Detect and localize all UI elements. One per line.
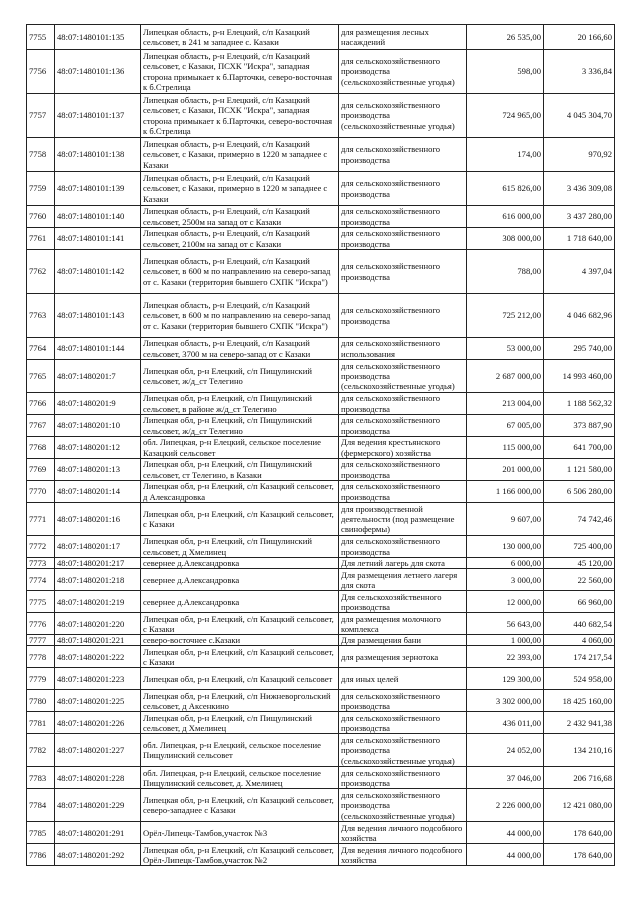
- cadastral-cost: 1 121 580,00: [544, 459, 615, 481]
- permitted-use: для производственной деятельности (под размещение свинофермы): [339, 503, 467, 536]
- area-value: 129 300,00: [467, 668, 544, 690]
- cadastral-number: 48:07:1480201:218: [55, 569, 141, 591]
- area-value: 598,00: [467, 50, 544, 94]
- permitted-use: для сельскохозяйственного производства: [339, 481, 467, 503]
- row-number: 7763: [27, 294, 55, 338]
- cadastral-number: 48:07:1480201:226: [55, 712, 141, 734]
- table-row: [27, 734, 615, 767]
- cadastral-cost: 20 166,60: [544, 25, 615, 50]
- address: обл. Липецкая, р-н Елецкий, сельское поселение Пищулинский сельсовет, д. Хмелинец: [141, 767, 339, 789]
- table-row: [27, 646, 615, 668]
- land-registry-page: [26, 24, 614, 866]
- cadastral-cost: 74 742,46: [544, 503, 615, 536]
- address: Липецкая обл, р-н Елецкий, с/п Пищулинский сельсовет, ж/д_ст Телегино: [141, 360, 339, 393]
- row-number: 7767: [27, 415, 55, 437]
- address: Липецкая область, р-н Елецкий, с/п Казацкий сельсовет, с Казаки, ПСХК "Искра", западная сторона примыкает к б.Парточки, северо-восточная к б.Стрелица: [141, 50, 339, 94]
- cadastral-number: 48:07:1480201:292: [55, 844, 141, 866]
- cadastral-cost: 66 960,00: [544, 591, 615, 613]
- permitted-use: для сельскохозяйственного производства (сельскохозяйственные угодья): [339, 94, 467, 138]
- table-row: [27, 338, 615, 360]
- area-value: 26 535,00: [467, 25, 544, 50]
- cadastral-cost: 22 560,00: [544, 569, 615, 591]
- area-value: 115 000,00: [467, 437, 544, 459]
- cadastral-number: 48:07:1480201:220: [55, 613, 141, 635]
- cadastral-number: 48:07:1480201:10: [55, 415, 141, 437]
- table-row: [27, 536, 615, 558]
- area-value: 44 000,00: [467, 844, 544, 866]
- area-value: 616 000,00: [467, 206, 544, 228]
- address: северо-восточнее с.Казаки: [141, 635, 339, 646]
- cadastral-cost: 178 640,00: [544, 822, 615, 844]
- area-value: 24 052,00: [467, 734, 544, 767]
- row-number: 7757: [27, 94, 55, 138]
- permitted-use: Для ведения крестьянского (фермерского) хозяйства: [339, 437, 467, 459]
- row-number: 7759: [27, 172, 55, 206]
- area-value: 9 607,00: [467, 503, 544, 536]
- cadastral-cost: 4 397,04: [544, 250, 615, 294]
- row-number: 7769: [27, 459, 55, 481]
- table-row: [27, 393, 615, 415]
- cadastral-cost: 641 700,00: [544, 437, 615, 459]
- cadastral-number: 48:07:1480201:229: [55, 789, 141, 822]
- permitted-use: для размещения лесных насаждений: [339, 25, 467, 50]
- table-row: [27, 250, 615, 294]
- table-row: [27, 25, 615, 50]
- permitted-use: для сельскохозяйственного производства: [339, 393, 467, 415]
- row-number: 7782: [27, 734, 55, 767]
- area-value: 308 000,00: [467, 228, 544, 250]
- area-value: 615 826,00: [467, 172, 544, 206]
- cadastral-cost: 4 060,00: [544, 635, 615, 646]
- permitted-use: для сельскохозяйственного использования: [339, 338, 467, 360]
- cadastral-number: 48:07:1480101:139: [55, 172, 141, 206]
- address: севернее д.Александровка: [141, 591, 339, 613]
- cadastral-number: 48:07:1480201:227: [55, 734, 141, 767]
- row-number: 7775: [27, 591, 55, 613]
- cadastral-cost: 206 716,68: [544, 767, 615, 789]
- cadastral-number: 48:07:1480201:222: [55, 646, 141, 668]
- table-row: [27, 822, 615, 844]
- area-value: 6 000,00: [467, 558, 544, 569]
- area-value: 130 000,00: [467, 536, 544, 558]
- cadastral-cost: 725 400,00: [544, 536, 615, 558]
- address: Липецкая обл, р-н Елецкий, с/п Казацкий сельсовет, с Казаки: [141, 646, 339, 668]
- area-value: 436 011,00: [467, 712, 544, 734]
- row-number: 7768: [27, 437, 55, 459]
- address: Липецкая область, р-н Елецкий, с/п Казацкий сельсовет, 3700 м на северо-запад от с Казаки: [141, 338, 339, 360]
- permitted-use: для сельскохозяйственного производства: [339, 459, 467, 481]
- cadastral-number: 48:07:1480201:9: [55, 393, 141, 415]
- table-row: [27, 789, 615, 822]
- address: Липецкая область, р-н Елецкий, с/п Казацкий сельсовет, в 600 м по направлению на северо-запад от с. Казаки (территория бывшего СХПК "Искра"): [141, 294, 339, 338]
- permitted-use: для сельскохозяйственного производства: [339, 767, 467, 789]
- area-value: 3 302 000,00: [467, 690, 544, 712]
- area-value: 788,00: [467, 250, 544, 294]
- table-row: [27, 172, 615, 206]
- cadastral-cost: 524 958,00: [544, 668, 615, 690]
- area-value: 56 643,00: [467, 613, 544, 635]
- address: Липецкая обл, р-н Елецкий, с/п Пищулинский сельсовет, ст Телегино, в Казаки: [141, 459, 339, 481]
- cadastral-number: 48:07:1480101:143: [55, 294, 141, 338]
- permitted-use: для сельскохозяйственного производства: [339, 690, 467, 712]
- area-value: 174,00: [467, 138, 544, 172]
- cadastral-number: 48:07:1480101:138: [55, 138, 141, 172]
- cadastral-number: 48:07:1480201:14: [55, 481, 141, 503]
- cadastral-number: 48:07:1480201:228: [55, 767, 141, 789]
- row-number: 7766: [27, 393, 55, 415]
- cadastral-cost: 178 640,00: [544, 844, 615, 866]
- address: севернее д.Александровка: [141, 569, 339, 591]
- permitted-use: для сельскохозяйственного производства: [339, 250, 467, 294]
- address: Липецкая обл, р-н Елецкий, с/п Пищулинский сельсовет, д Хмелинец: [141, 712, 339, 734]
- address: Липецкая обл, р-н Елецкий, с/п Казацкий сельсовет, северо-западнее с Казаки: [141, 789, 339, 822]
- address: Липецкая область, р-н Елецкий, с/п Казацкий сельсовет, 2500м на запад от с Казаки: [141, 206, 339, 228]
- area-value: 1 166 000,00: [467, 481, 544, 503]
- address: Липецкая обл, р-н Елецкий, с/п Казацкий сельсовет: [141, 668, 339, 690]
- row-number: 7756: [27, 50, 55, 94]
- cadastral-number: 48:07:1480201:217: [55, 558, 141, 569]
- table-row: [27, 569, 615, 591]
- table-row: [27, 459, 615, 481]
- permitted-use: для сельскохозяйственного производства: [339, 415, 467, 437]
- cadastral-cost: 440 682,54: [544, 613, 615, 635]
- address: Липецкая область, р-н Елецкий, с/п Казацкий сельсовет, в 241 м западнее с. Казаки: [141, 25, 339, 50]
- table-row: [27, 591, 615, 613]
- row-number: 7778: [27, 646, 55, 668]
- address: Липецкая обл, р-н Елецкий, с/п Казацкий сельсовет, с Казаки: [141, 503, 339, 536]
- table-row: [27, 50, 615, 94]
- row-number: 7784: [27, 789, 55, 822]
- cadastral-number: 48:07:1480201:13: [55, 459, 141, 481]
- table-row: [27, 690, 615, 712]
- area-value: 725 212,00: [467, 294, 544, 338]
- row-number: 7773: [27, 558, 55, 569]
- permitted-use: для сельскохозяйственного производства: [339, 294, 467, 338]
- cadastral-number: 48:07:1480201:7: [55, 360, 141, 393]
- cadastral-number: 48:07:1480201:16: [55, 503, 141, 536]
- table-row: [27, 206, 615, 228]
- address: Липецкая обл, р-н Елецкий, с/п Пищулинский сельсовет, д Хмелинец: [141, 536, 339, 558]
- table-row: [27, 558, 615, 569]
- row-number: 7781: [27, 712, 55, 734]
- table-row: [27, 844, 615, 866]
- table-row: [27, 415, 615, 437]
- permitted-use: для размещения зернотока: [339, 646, 467, 668]
- permitted-use: для сельскохозяйственного производства: [339, 228, 467, 250]
- table-row: [27, 437, 615, 459]
- row-number: 7780: [27, 690, 55, 712]
- permitted-use: Для ведения личного подсобного хозяйства: [339, 844, 467, 866]
- permitted-use: Для размещения бани: [339, 635, 467, 646]
- cadastral-cost: 3 336,84: [544, 50, 615, 94]
- cadastral-number: 48:07:1480101:141: [55, 228, 141, 250]
- permitted-use: для сельскохозяйственного производства: [339, 206, 467, 228]
- area-value: 12 000,00: [467, 591, 544, 613]
- area-value: 2 687 000,00: [467, 360, 544, 393]
- cadastral-cost: 14 993 460,00: [544, 360, 615, 393]
- cadastral-cost: 4 046 682,96: [544, 294, 615, 338]
- cadastral-cost: 6 506 280,00: [544, 481, 615, 503]
- address: севернее д.Александровка: [141, 558, 339, 569]
- row-number: 7761: [27, 228, 55, 250]
- row-number: 7785: [27, 822, 55, 844]
- row-number: 7777: [27, 635, 55, 646]
- area-value: 201 000,00: [467, 459, 544, 481]
- permitted-use: для сельскохозяйственного производства: [339, 138, 467, 172]
- cadastral-cost: 295 740,00: [544, 338, 615, 360]
- cadastral-cost: 4 045 304,70: [544, 94, 615, 138]
- permitted-use: для сельскохозяйственного производства (сельскохозяйственные угодья): [339, 734, 467, 767]
- table-row: [27, 228, 615, 250]
- area-value: 3 000,00: [467, 569, 544, 591]
- permitted-use: Для летний лагерь для скота: [339, 558, 467, 569]
- permitted-use: для размещения молочного комплекса: [339, 613, 467, 635]
- row-number: 7774: [27, 569, 55, 591]
- address: Липецкая обл, р-н Елецкий, с/п Казацкий сельсовет, д Александровка: [141, 481, 339, 503]
- row-number: 7786: [27, 844, 55, 866]
- area-value: 2 226 000,00: [467, 789, 544, 822]
- permitted-use: для сельскохозяйственного производства (сельскохозяйственные угодья): [339, 360, 467, 393]
- address: Липецкая область, р-н Елецкий, с/п Казацкий сельсовет, 2100м на запад от с Казаки: [141, 228, 339, 250]
- row-number: 7758: [27, 138, 55, 172]
- area-value: 22 393,00: [467, 646, 544, 668]
- cadastral-cost: 1 188 562,32: [544, 393, 615, 415]
- row-number: 7770: [27, 481, 55, 503]
- row-number: 7764: [27, 338, 55, 360]
- address: Липецкая обл, р-н Елецкий, с/п Пищулинский сельсовет, в районе ж/д_ст Телегино: [141, 393, 339, 415]
- address: Липецкая обл, р-н Елецкий, с/п Пищулинский сельсовет, ж/д_ст Телегино: [141, 415, 339, 437]
- cadastral-cost: 2 432 941,38: [544, 712, 615, 734]
- table-row: [27, 481, 615, 503]
- address: Орёл-Липецк-Тамбов,участок №3: [141, 822, 339, 844]
- table-body: [27, 25, 615, 866]
- row-number: 7755: [27, 25, 55, 50]
- permitted-use: Для сельскохозяйственного производства: [339, 591, 467, 613]
- permitted-use: для иных целей: [339, 668, 467, 690]
- cadastral-number: 48:07:1480101:140: [55, 206, 141, 228]
- cadastral-number: 48:07:1480101:135: [55, 25, 141, 50]
- table-row: [27, 138, 615, 172]
- cadastral-cost: 3 436 309,08: [544, 172, 615, 206]
- row-number: 7779: [27, 668, 55, 690]
- row-number: 7762: [27, 250, 55, 294]
- cadastral-cost: 12 421 080,00: [544, 789, 615, 822]
- permitted-use: Для размещения летнего лагеря для скота: [339, 569, 467, 591]
- permitted-use: для сельскохозяйственного производства: [339, 536, 467, 558]
- table-row: [27, 668, 615, 690]
- table-row: [27, 503, 615, 536]
- cadastral-cost: 174 217,54: [544, 646, 615, 668]
- address: Липецкая область, р-н Елецкий, с/п Казацкий сельсовет, в 600 м по направлению на северо-запад от с. Казаки (территория бывшего СХПК "Искра"): [141, 250, 339, 294]
- row-number: 7771: [27, 503, 55, 536]
- permitted-use: Для ведения личного подсобного хозяйства: [339, 822, 467, 844]
- address: Липецкая обл, р-н Елецкий, с/п Казацкий сельсовет, с Казаки: [141, 613, 339, 635]
- area-value: 53 000,00: [467, 338, 544, 360]
- address: Липецкая область, р-н Елецкий, с/п Казацкий сельсовет, с Казаки, примерно в 1220 м западнее с Казаки: [141, 138, 339, 172]
- cadastral-number: 48:07:1480101:136: [55, 50, 141, 94]
- row-number: 7765: [27, 360, 55, 393]
- area-value: 67 005,00: [467, 415, 544, 437]
- permitted-use: для сельскохозяйственного производства: [339, 172, 467, 206]
- address: Липецкая обл, р-н Елецкий, с/п Казацкий сельсовет, Орёл-Липецк-Тамбов,участок №2: [141, 844, 339, 866]
- row-number: 7772: [27, 536, 55, 558]
- cadastral-table: [26, 24, 615, 866]
- cadastral-number: 48:07:1480201:221: [55, 635, 141, 646]
- address: Липецкая область, р-н Елецкий, с/п Казацкий сельсовет, с Казаки, ПСХК "Искра", западная сторона примыкает к б.Парточки, северо-восточная к б.Стрелица: [141, 94, 339, 138]
- cadastral-number: 48:07:1480201:17: [55, 536, 141, 558]
- cadastral-number: 48:07:1480101:137: [55, 94, 141, 138]
- area-value: 44 000,00: [467, 822, 544, 844]
- table-row: [27, 613, 615, 635]
- address: Липецкая обл, р-н Елецкий, с/п Нижневоргольский сельсовет, д Аксенкино: [141, 690, 339, 712]
- cadastral-number: 48:07:1480201:12: [55, 437, 141, 459]
- table-row: [27, 360, 615, 393]
- cadastral-number: 48:07:1480101:144: [55, 338, 141, 360]
- cadastral-number: 48:07:1480101:142: [55, 250, 141, 294]
- table-row: [27, 294, 615, 338]
- row-number: 7760: [27, 206, 55, 228]
- area-value: 213 004,00: [467, 393, 544, 415]
- cadastral-number: 48:07:1480201:225: [55, 690, 141, 712]
- cadastral-cost: 134 210,16: [544, 734, 615, 767]
- cadastral-number: 48:07:1480201:291: [55, 822, 141, 844]
- permitted-use: для сельскохозяйственного производства: [339, 712, 467, 734]
- area-value: 724 965,00: [467, 94, 544, 138]
- row-number: 7783: [27, 767, 55, 789]
- cadastral-number: 48:07:1480201:223: [55, 668, 141, 690]
- area-value: 1 000,00: [467, 635, 544, 646]
- permitted-use: для сельскохозяйственного производства (сельскохозяйственные угодья): [339, 50, 467, 94]
- table-row: [27, 712, 615, 734]
- cadastral-cost: 45 120,00: [544, 558, 615, 569]
- address: обл. Липецкая, р-н Елецкий, сельское поселение Казацкий сельсовет: [141, 437, 339, 459]
- cadastral-number: 48:07:1480201:219: [55, 591, 141, 613]
- row-number: 7776: [27, 613, 55, 635]
- cadastral-cost: 373 887,90: [544, 415, 615, 437]
- table-row: [27, 94, 615, 138]
- table-row: [27, 767, 615, 789]
- area-value: 37 046,00: [467, 767, 544, 789]
- address: обл. Липецкая, р-н Елецкий, сельское поселение Пищулинский сельсовет: [141, 734, 339, 767]
- address: Липецкая область, р-н Елецкий, с/п Казацкий сельсовет, с Казаки, примерно в 1220 м западнее с Казаки: [141, 172, 339, 206]
- permitted-use: для сельскохозяйственного производства (сельскохозяйственные угодья): [339, 789, 467, 822]
- cadastral-cost: 970,92: [544, 138, 615, 172]
- table-row: [27, 635, 615, 646]
- cadastral-cost: 3 437 280,00: [544, 206, 615, 228]
- cadastral-cost: 18 425 160,00: [544, 690, 615, 712]
- cadastral-cost: 1 718 640,00: [544, 228, 615, 250]
